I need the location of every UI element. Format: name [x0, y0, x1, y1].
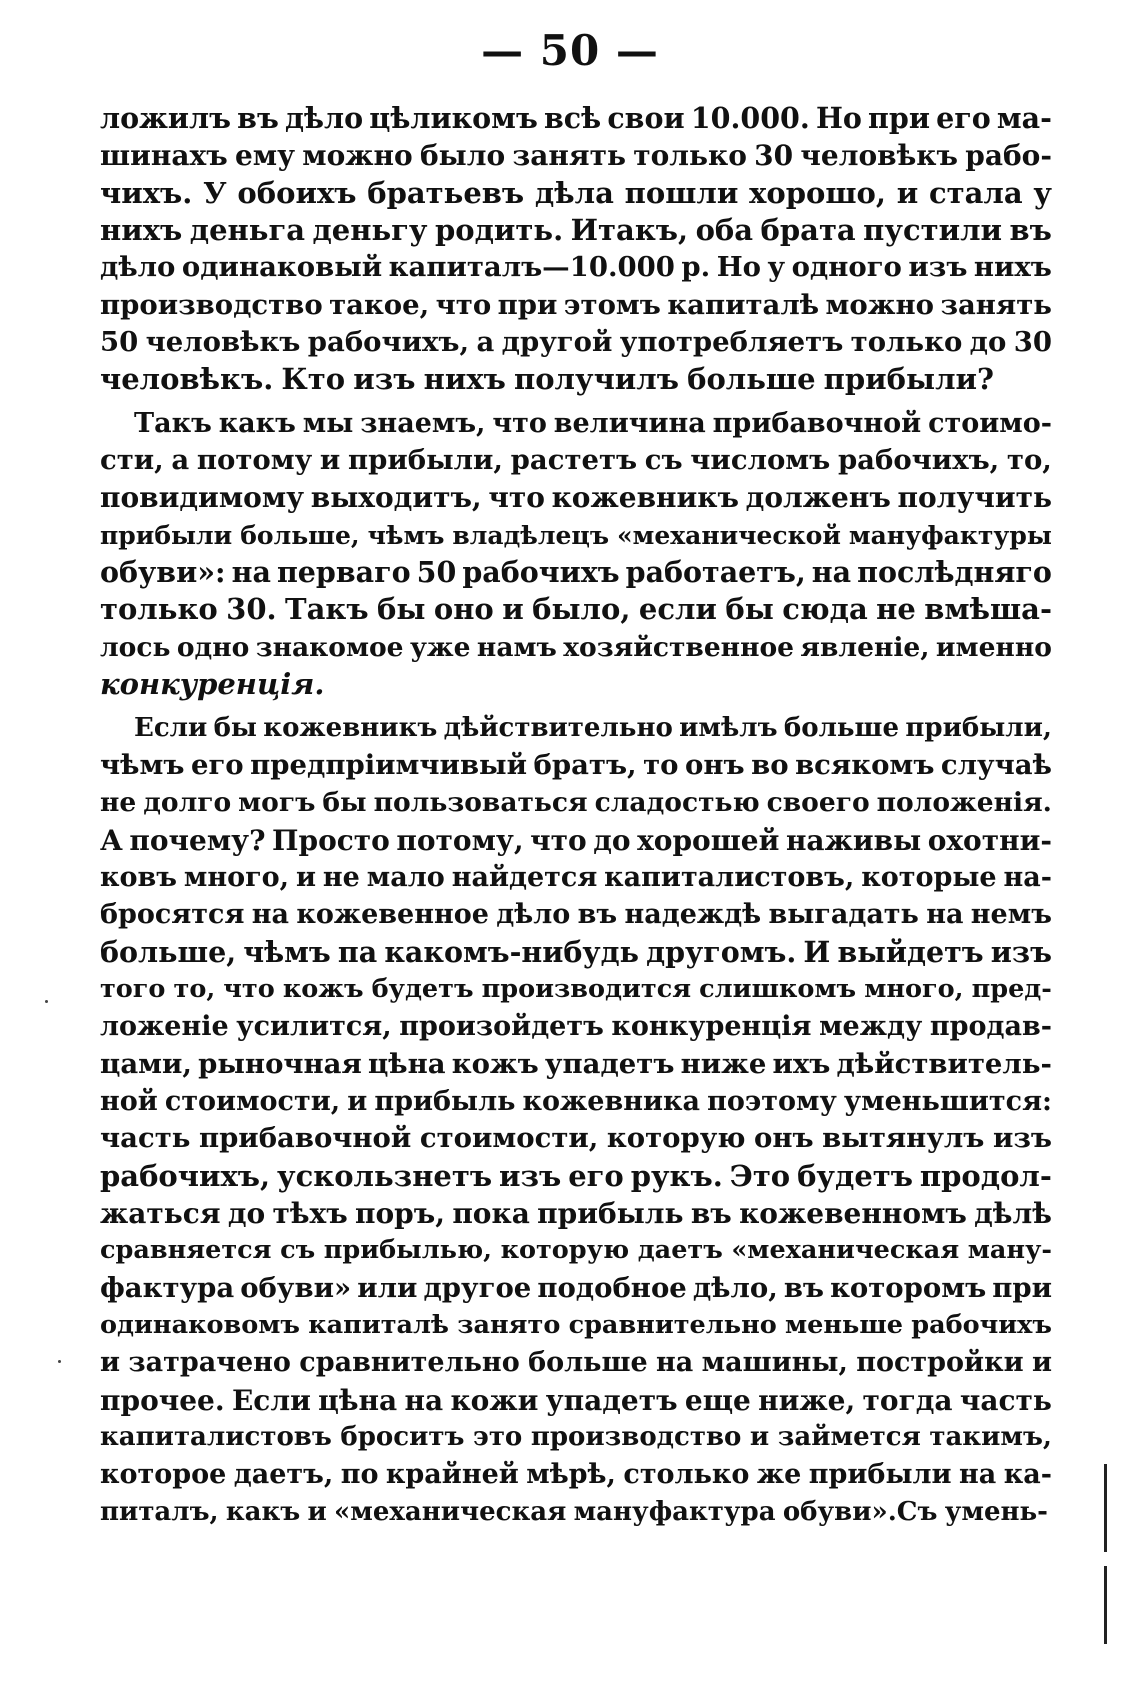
scan-speck	[45, 1000, 48, 1003]
text-line: ковъ много, и не мало найдется капиталистовъ, которые на-	[100, 861, 1052, 893]
text-line: конкуренція.	[100, 667, 325, 702]
text-line: больше, чѣмъ па какомъ-нибудь другомъ. И выйдетъ изъ	[100, 934, 1052, 969]
scan-speck	[58, 1360, 61, 1363]
text-line: чѣмъ его предпріимчивый братъ, то онъ во всякомъ случаѣ	[100, 748, 1052, 781]
margin-rule-mark	[1104, 1464, 1107, 1552]
text-line: которое даетъ, по крайней мѣрѣ, столько же прибыли на ка-	[100, 1459, 1052, 1491]
text-line: сти, а потому и прибыли, растетъ съ числомъ рабочихъ, то,	[100, 444, 1052, 477]
text-line: лось одно знакомое уже намъ хозяйственное явленіе, именно	[100, 631, 1052, 663]
text-line: чихъ. У обоихъ братьевъ дѣла пошли хорошо, и стала у	[100, 175, 1052, 210]
paragraph	[100, 710, 1052, 1532]
paragraph	[100, 405, 1052, 704]
text-line: бросятся на кожевенное дѣло въ надеждѣ выгадать на немъ	[100, 899, 1052, 931]
text-line: не долго могъ бы пользоваться сладостью своего положенія.	[100, 787, 1052, 819]
text-line: обуви»: на перваго 50 рабочихъ работаетъ, на послѣдняго	[100, 555, 1052, 590]
page-number: — 50 —	[481, 26, 659, 75]
margin-rule-mark	[1104, 1566, 1107, 1644]
text-line: сравняется съ прибылью, которую даетъ «механическая ману-	[100, 1235, 1052, 1266]
text-line: нихъ деньга деньгу родить. Итакъ, оба брата пустили въ	[100, 213, 1052, 248]
text-line: человѣкъ. Кто изъ нихъ получилъ больше прибыли?	[100, 362, 995, 397]
text-line: рабочихъ, ускользнетъ изъ его рукъ. Это будетъ продол-	[100, 1158, 1052, 1193]
text-line: шинахъ ему можно было занять только 30 человѣкъ рабо-	[100, 139, 1052, 173]
text-line: производство такое, что при этомъ капиталѣ можно занять	[100, 288, 1052, 321]
text-line: повидимому выходитъ, что кожевникъ долженъ получить	[100, 481, 1052, 515]
text-line: только 30. Такъ бы оно и было, если бы сюда не вмѣша-	[100, 592, 1052, 627]
text-line: и затрачено сравнительно больше на машины, постройки и	[100, 1347, 1052, 1379]
text-line: прочее. Если цѣна на кожи упадетъ еще ниже, тогда часть	[100, 1383, 1052, 1417]
text-line: ной стоимости, и прибыль кожевника поэтому уменьшится:	[100, 1085, 1052, 1117]
text-line: того то, что кожъ будетъ производится слишкомъ много, пред-	[100, 973, 1052, 1004]
text-line: питалъ, какъ и «механическая мануфактура обуви».Съ умень-	[100, 1496, 1048, 1527]
text-line: ложилъ въ дѣло цѣликомъ всѣ свои 10.000. Но при его ма-	[100, 101, 1052, 135]
text-line: фактура обуви» или другое подобное дѣло, въ которомъ при	[100, 1271, 1052, 1304]
text-line: часть прибавочной стоимости, которую онъ вытянулъ изъ	[100, 1122, 1052, 1155]
text-line: одинаковомъ капиталѣ занято сравнительно меньше рабочихъ	[100, 1310, 1052, 1340]
text-line: цами, рыночная цѣна кожъ упадетъ ниже ихъ дѣйствитель-	[100, 1047, 1052, 1080]
text-line: Если бы кожевникъ дѣйствительно имѣлъ больше прибыли,	[134, 712, 1052, 743]
text-line: 50 человѣкъ рабочихъ, а другой употребляетъ только до 30	[100, 326, 1052, 359]
text-line: Такъ какъ мы знаемъ, что величина прибавочной стоимо-	[134, 407, 1052, 439]
text-line: дѣло одинаковый капиталъ—10.000 р. Но у одного изъ нихъ	[100, 251, 1052, 284]
text-line: жаться до тѣхъ поръ, пока прибыль въ кожевенномъ дѣлѣ	[100, 1196, 1052, 1230]
page-body	[100, 100, 1052, 1531]
paragraph	[100, 100, 1052, 399]
text-line: ложеніе усилится, произойдетъ конкуренція между продав-	[100, 1011, 1052, 1043]
text-line: капиталистовъ броситъ это производство и займется такимъ,	[100, 1422, 1052, 1453]
text-line: прибыли больше, чѣмъ владѣлецъ «механической мануфактуры	[100, 520, 1052, 550]
text-line: А почему? Просто потому, что до хорошей наживы охотни-	[100, 823, 1052, 857]
